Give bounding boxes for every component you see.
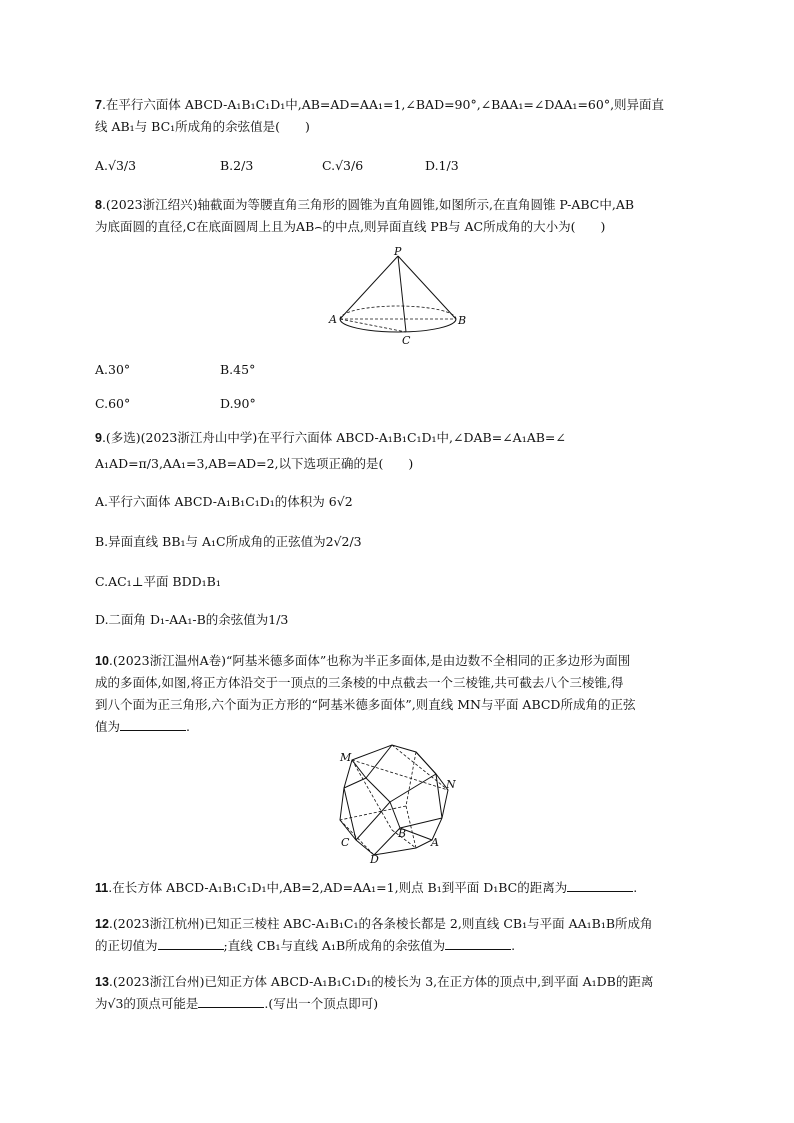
q10-end: .: [186, 719, 190, 734]
q7-number: 7: [95, 98, 102, 112]
q8-line1: [95, 197, 634, 213]
q10-label-m: M: [340, 751, 352, 764]
q12-stem-2b: ;直线 CB₁与直线 A₁B所成角的余弦值为: [223, 938, 446, 953]
q11-answer-blank: [567, 880, 633, 892]
q7-stem-1: .在平行六面体 ABCD-A₁B₁C₁D₁中,AB=AD=AA₁=1,∠BAD=90°,∠BAA₁=∠DAA₁=60°,则异面直: [101, 97, 665, 112]
q10-line3: 到八个面为正三角形,六个面为正方形的“阿基米德多面体”,则直线 MN与平面 ABCD所成角的正弦: [95, 697, 636, 712]
q9-option-d: D.二面角 D₁-AA₁-B的余弦值为1/3: [95, 612, 289, 627]
q8-label-b: B: [458, 314, 467, 327]
q7-option-b: B.2/3: [220, 158, 254, 173]
q9-option-c: C.AC₁⊥平面 BDD₁B₁: [95, 574, 221, 589]
q12-stem-2c: .: [511, 938, 516, 953]
q9-stem-1: .(多选)(2023浙江舟山中学)在平行六面体 ABCD-A₁B₁C₁D₁中,∠DAB=∠A₁AB=∠: [101, 430, 566, 445]
q12-answer-blank-2: [445, 938, 511, 950]
q13-answer-blank: [198, 996, 264, 1008]
q13-number: 13: [95, 975, 109, 989]
q10-line2: 成的多面体,如图,将正方体沿交于一顶点的三条棱的中点截去一个三棱锥,共可截去八个三棱锥,得: [95, 675, 624, 690]
q7-line1: [95, 97, 664, 113]
q13-line1: [95, 974, 653, 990]
q12-stem-1: .(2023浙江杭州)已知正三棱柱 ABC-A₁B₁C₁的各条棱长都是 2,则直线 CB₁与平面 AA₁B₁B所成角: [108, 916, 653, 931]
q10-label-a: A: [431, 836, 439, 849]
q11-stem: .在长方体 ABCD-A₁B₁C₁D₁中,AB=2,AD=AA₁=1,则点 B₁到平面 D₁BC的距离为: [108, 880, 568, 895]
q8-option-d: D.90°: [220, 396, 256, 411]
q9-line1: [95, 430, 566, 446]
q7-option-c: C.√3/6: [322, 158, 364, 173]
q10-line4: [95, 719, 190, 735]
q8-number: 8: [95, 198, 102, 212]
q9-line2: A₁AD=π/3,AA₁=3,AB=AD=2,以下选项正确的是( ): [95, 456, 414, 471]
q10-number: 10: [95, 654, 109, 668]
q7-option-d: D.1/3: [425, 158, 459, 173]
q11-line1: [95, 880, 637, 896]
q13-stem-2a: 为√3的顶点可能是: [95, 996, 199, 1011]
q8-label-c: C: [402, 334, 411, 347]
q8-option-a: A.30°: [95, 362, 131, 377]
q10-label-n: N: [446, 778, 456, 791]
q10-label-d: D: [370, 853, 379, 865]
q8-option-b: B.45°: [220, 362, 256, 377]
q10-stem-4: 值为: [95, 719, 121, 734]
q12-line1: [95, 916, 653, 932]
q10-stem-1: .(2023浙江温州A卷)“阿基米德多面体”也称为半正多面体,是由边数不全相同的正多边形为面围: [108, 653, 631, 668]
q7-line2: 线 AB₁与 BC₁所成角的余弦值是( ): [95, 119, 310, 134]
q11-number: 11: [95, 881, 109, 895]
q9-option-b: B.异面直线 BB₁与 A₁C所成角的正弦值为2√2/3: [95, 534, 362, 549]
q8-line2: 为底面圆的直径,C在底面圆周上且为AB⌢的中点,则异面直线 PB与 AC所成角的大小为( ): [95, 219, 606, 234]
q8-cone-figure: [328, 246, 470, 348]
q8-label-p: P: [394, 246, 402, 258]
q12-answer-blank-1: [158, 938, 224, 950]
q9-number: 9: [95, 431, 102, 445]
q10-label-b: B: [398, 827, 407, 840]
q10-polyhedron-figure: [330, 740, 465, 865]
q9-option-a: A.平行六面体 ABCD-A₁B₁C₁D₁的体积为 6√2: [95, 494, 353, 509]
q8-stem-1: .(2023浙江绍兴)轴截面为等腰直角三角形的圆锥为直角圆锥,如图所示,在直角圆锥 P-ABC中,AB: [101, 197, 635, 212]
q10-label-c: C: [341, 836, 350, 849]
q8-label-a: A: [329, 313, 337, 326]
q8-option-c: C.60°: [95, 396, 131, 411]
q7-option-a: A.√3/3: [95, 158, 137, 173]
q11-end: .: [633, 880, 638, 895]
q12-number: 12: [95, 917, 109, 931]
q12-line2: [95, 938, 515, 954]
q13-stem-1: .(2023浙江台州)已知正方体 ABCD-A₁B₁C₁D₁的棱长为 3,在正方体的顶点中,到平面 A₁DB的距离: [108, 974, 654, 989]
q10-answer-blank: [120, 719, 186, 731]
q12-stem-2a: 的正切值为: [95, 938, 158, 953]
q13-line2: [95, 996, 378, 1012]
q13-stem-2b: .(写出一个顶点即可): [264, 996, 379, 1011]
q10-line1: [95, 653, 630, 669]
